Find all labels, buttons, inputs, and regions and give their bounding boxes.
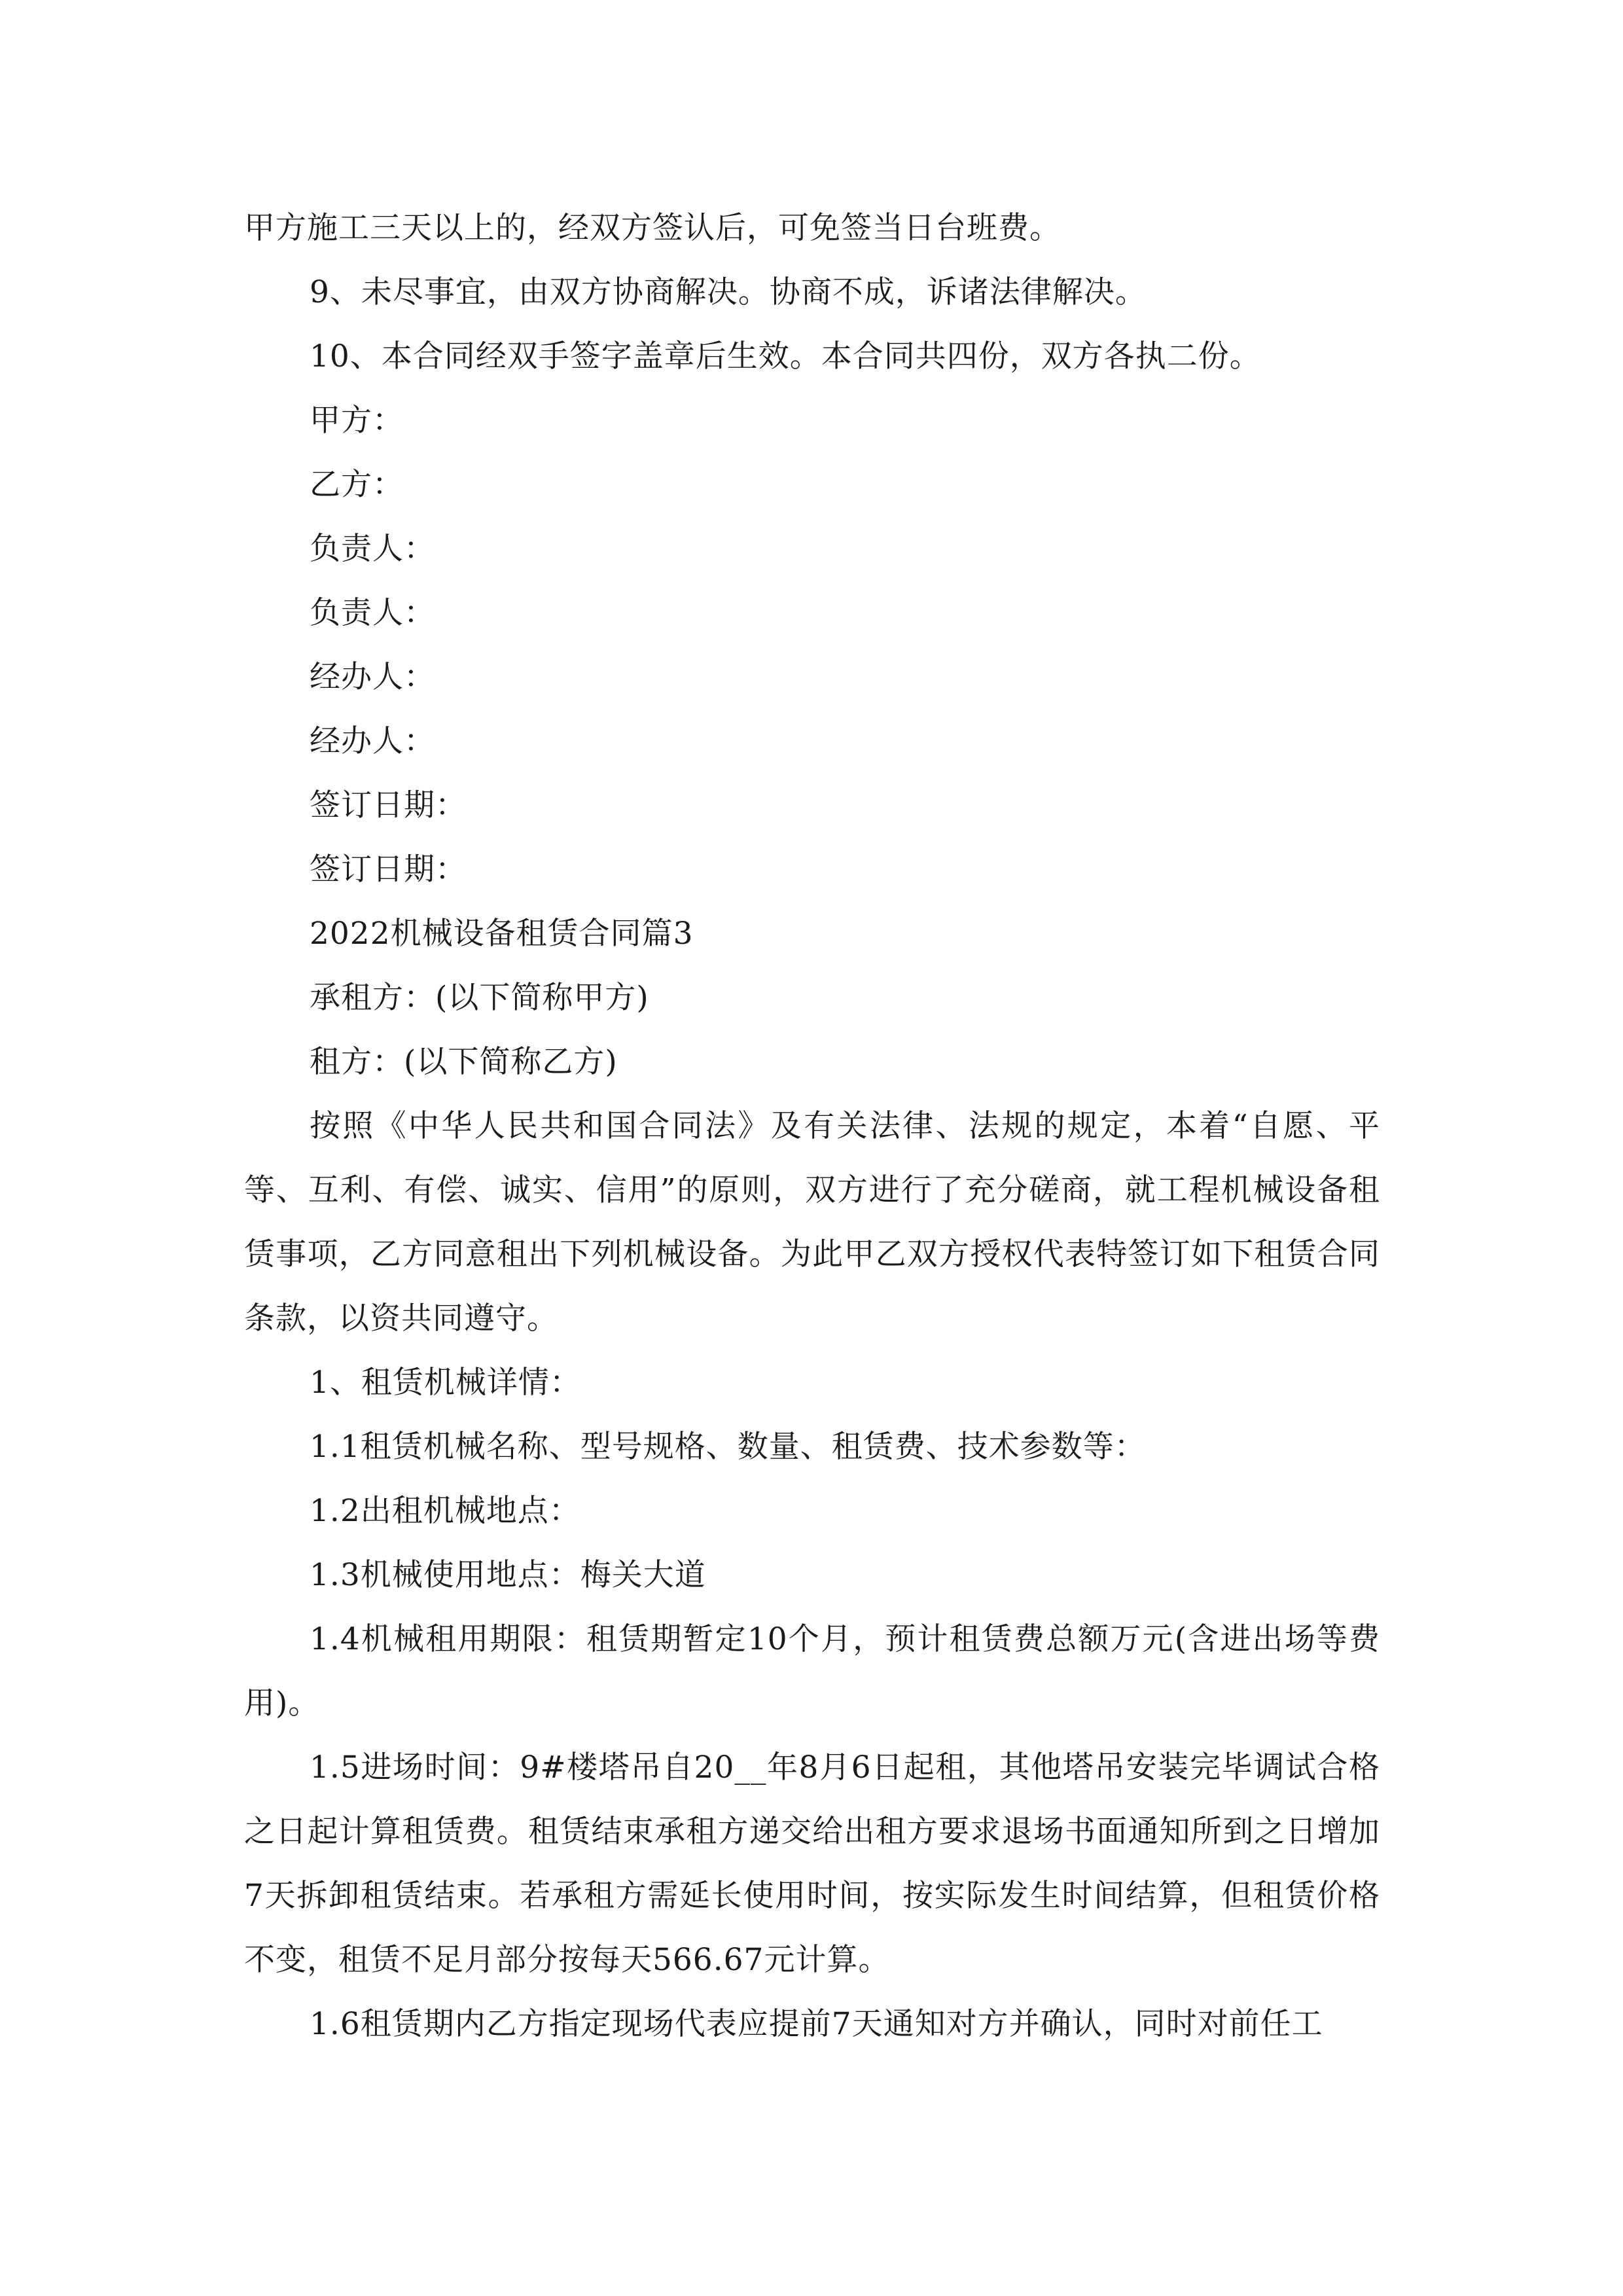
- party-a-sign-date-line: 签订日期：: [310, 787, 467, 823]
- paragraph-clause-9: 9、未尽事宜，由双方协商解决。协商不成，诉诸法律解决。: [310, 274, 1147, 310]
- party-a-agent-line: 经办人：: [310, 659, 435, 695]
- preamble-paragraph: 按照《中华人民共和国合同法》及有关法律、法规的规定，本着“自愿、平等、互利、有偿、诚实、信用”的原则，双方进行了充分磋商，就工程机械设备租赁事项，乙方同意租出下列机械设备。为此甲乙双方授权代表特签订如下租赁合同条款，以资共同遵守。: [244, 1108, 1380, 1336]
- party-b-sign-date-line: 签订日期：: [310, 852, 467, 888]
- lessee-line: 承租方：(以下简称甲方): [310, 980, 649, 1016]
- section-title-contract-3: 2022机械设备租赁合同篇3: [310, 916, 694, 952]
- party-b-signature-line: 乙方：: [310, 467, 404, 503]
- paragraph-continued-clause-8: 甲方施工三天以上的，经双方签认后，可免签当日台班费。: [244, 210, 1061, 246]
- party-b-responsible-person-line: 负责人：: [310, 595, 435, 631]
- party-a-signature-line: 甲方：: [310, 403, 404, 439]
- clause-1-4: 1.4机械租用期限：租赁期暂定10个月，预计租赁费总额万元(含进出场等费用)。: [244, 1621, 1380, 1721]
- clause-1-2: 1.2出租机械地点：: [310, 1493, 580, 1529]
- party-b-agent-line: 经办人：: [310, 723, 435, 759]
- document-body: [244, 196, 1380, 2056]
- clause-1-3: 1.3机械使用地点：梅关大道: [310, 1557, 706, 1593]
- clause-1-heading: 1、租赁机械详情：: [310, 1365, 581, 1401]
- clause-1-6: 1.6租赁期内乙方指定现场代表应提前7天通知对方并确认，同时对前任工: [310, 2006, 1323, 2042]
- clause-1-5: 1.5进场时间：9#楼塔吊自20__年8月6日起租，其他塔吊安装完毕调试合格之日起计算租赁费。租赁结束承租方递交给出租方要求退场书面通知所到之日增加7天拆卸租赁结束。若承租方需延长使用时间，按实际发生时间结算，但租赁价格不变，租赁不足月部分按每天566.67元计算。: [244, 1749, 1380, 1978]
- lessor-line: 租方：(以下简称乙方): [310, 1044, 618, 1080]
- party-a-responsible-person-line: 负责人：: [310, 531, 435, 567]
- clause-1-1: 1.1租赁机械名称、型号规格、数量、租赁费、技术参数等：: [310, 1429, 1146, 1465]
- paragraph-clause-10: 10、本合同经双手签字盖章后生效。本合同共四份，双方各执二份。: [310, 338, 1261, 374]
